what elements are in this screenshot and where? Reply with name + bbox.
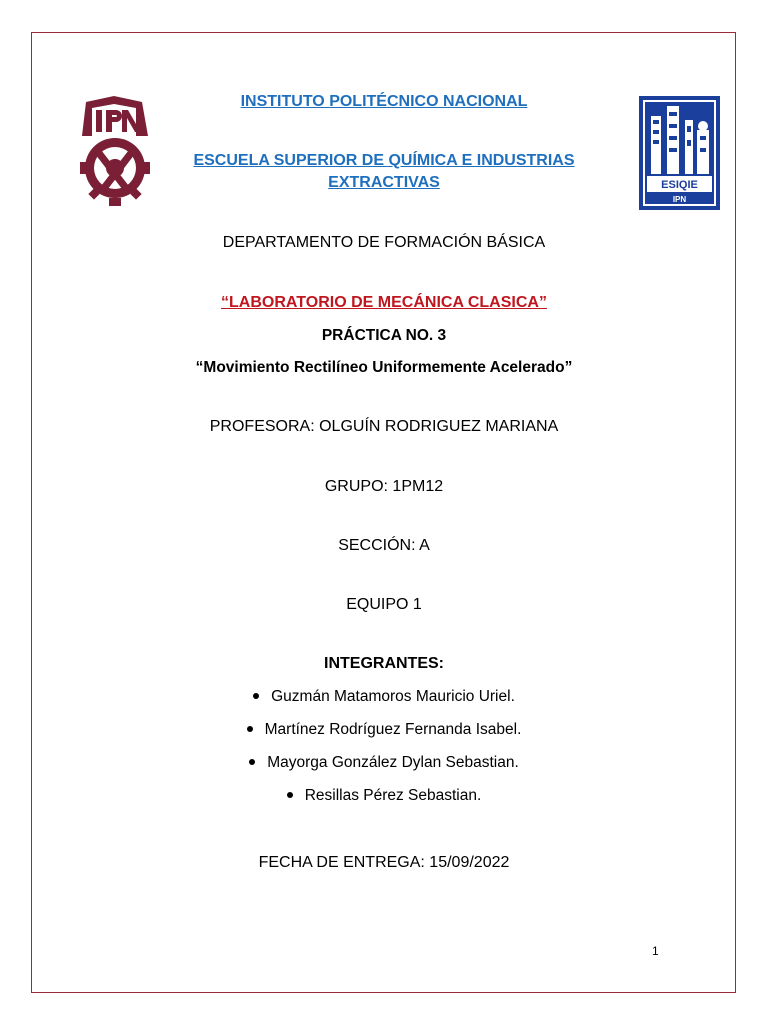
bullet-icon	[249, 759, 255, 765]
member-name: Mayorga González Dylan Sebastian.	[267, 754, 519, 771]
practice-topic: “Movimiento Rectilíneo Uniformemente Acelerado”	[195, 359, 573, 376]
esiqie-logo-text: ESIQIE	[661, 179, 698, 191]
school-name-line1[interactable]: ESCUELA SUPERIOR DE QUÍMICA E INDUSTRIAS	[193, 152, 575, 169]
group: GRUPO: 1PM12	[324, 478, 444, 495]
lab-title: “LABORATORIO DE MECÁNICA CLASICA”	[221, 294, 547, 311]
department-name: DEPARTAMENTO DE FORMACIÓN BÁSICA	[222, 234, 546, 251]
members-title: INTEGRANTES:	[324, 655, 444, 672]
member-name: Martínez Rodríguez Fernanda Isabel.	[264, 721, 522, 738]
list-item	[0, 688, 768, 706]
school-name-line2[interactable]: EXTRACTIVAS	[328, 174, 440, 191]
section: SECCIÓN: A	[338, 537, 430, 554]
bullet-icon	[247, 726, 253, 732]
list-item	[0, 754, 768, 772]
professor: PROFESORA: OLGUÍN RODRIGUEZ MARIANA	[209, 418, 559, 435]
practice-number: PRÁCTICA NO. 3	[321, 327, 447, 344]
esiqie-logo-subtext: IPN	[672, 195, 687, 204]
bullet-icon	[253, 693, 259, 699]
institution-name[interactable]: INSTITUTO POLITÉCNICO NACIONAL	[240, 93, 528, 110]
page-number: 1	[652, 944, 659, 958]
member-name: Resillas Pérez Sebastian.	[304, 787, 482, 804]
list-item	[0, 787, 768, 805]
bullet-icon	[287, 792, 293, 798]
list-item	[0, 721, 768, 739]
member-name: Guzmán Matamoros Mauricio Uriel.	[271, 688, 515, 705]
team: EQUIPO 1	[346, 596, 422, 613]
ipn-logo-text: IPN	[115, 126, 117, 127]
due-date: FECHA DE ENTREGA: 15/09/2022	[258, 854, 510, 871]
